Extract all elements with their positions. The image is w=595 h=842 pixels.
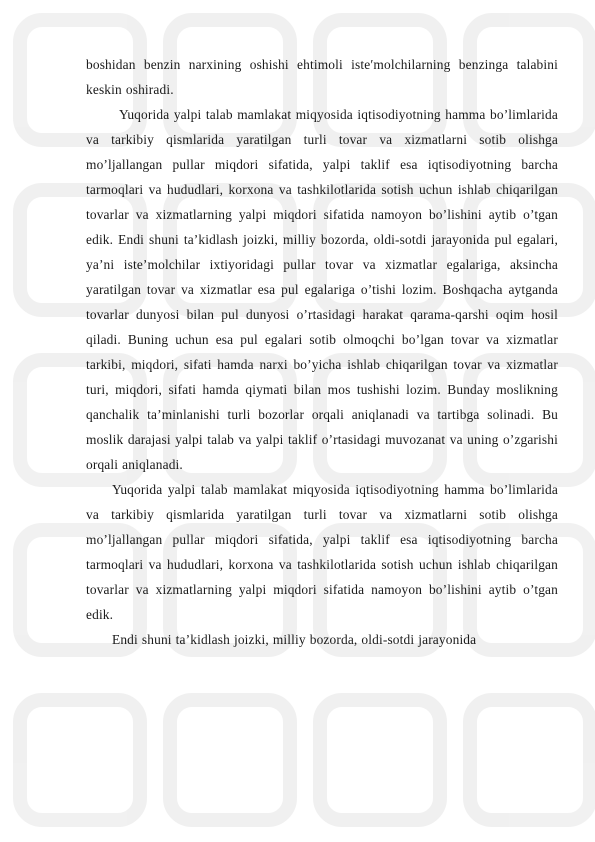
paragraph-aggregate-demand-supply: Yuqorida yalpi talab mamlakat miqyosida iqtisodiyotning hamma bo’limlarida va tarkibiy qismlarida yaratilgan turli tovar va xizmatlarni sotib olishga mo’ljallangan pullar miqdori sifatida, yalpi taklif esa iqtisodiyotning barcha tarmoqlari va hududlari, korxona va tashkilotlarida sotish uchun ishlab chiqarilgan tovarlar va xizmatlarning yalpi miqdori sifatida namoyon bo’lishini aytib o’tgan edik. Endi shuni ta’kidlash joizki, milliy bozorda, oldi-sotdi jarayonida pul egalari, ya’ni iste’molchilar ixtiyoridagi pullar tovar va xizmatlar egalariga, aksincha yaratilgan tovar va xizmatlar esa pul egalariga o’tishi lozim. Boshqacha aytganda tovarlar dunyosi bilan pul dunyosi o’rtasidagi harakat qarama-qarshi oqim hosil qiladi. Buning uchun esa pul egalari sotib olmoqchi bo’lgan tovar va xizmatlar tarkibi, miqdori, sifati hamda narxi bo’yicha ishlab chiqarilgan tovar va xizmatlar turi, miqdori, sifati hamda qiymati bilan mos tushishi lozim. Bunday moslikning qanchalik ta’minlanishi turli bozorlar orqali aniqlanadi va tartibga solinadi. Bu moslik darajasi yalpi talab va yalpi taklif o’rtasidagi muvozanat va uning o’zgarishi orqali aniqlanadi.	[86, 107, 558, 472]
document-page	[86, 52, 558, 652]
paragraph-continuation: boshidan benzin narxining oshishi ehtimoli iste′molchilarning benzinga talabini keskin oshiradi.	[86, 57, 558, 97]
paragraph-market-note: Endi shuni ta’kidlash joizki, milliy bozorda, oldi-sotdi jarayonida	[112, 632, 477, 647]
paragraph-aggregate-demand-supply-repeat: Yuqorida yalpi talab mamlakat miqyosida iqtisodiyotning hamma bo’limlarida va tarkibiy qismlarida yaratilgan turli tovar va xizmatlarni sotib olishga mo’ljallangan pullar miqdori sifatida, yalpi taklif esa iqtisodiyotning barcha tarmoqlari va hududlari, korxona va tashkilotlarida sotish uchun ishlab chiqarilgan tovarlar va xizmatlarning yalpi miqdori sifatida namoyon bo’lishini aytib o’tgan edik.	[86, 482, 558, 622]
